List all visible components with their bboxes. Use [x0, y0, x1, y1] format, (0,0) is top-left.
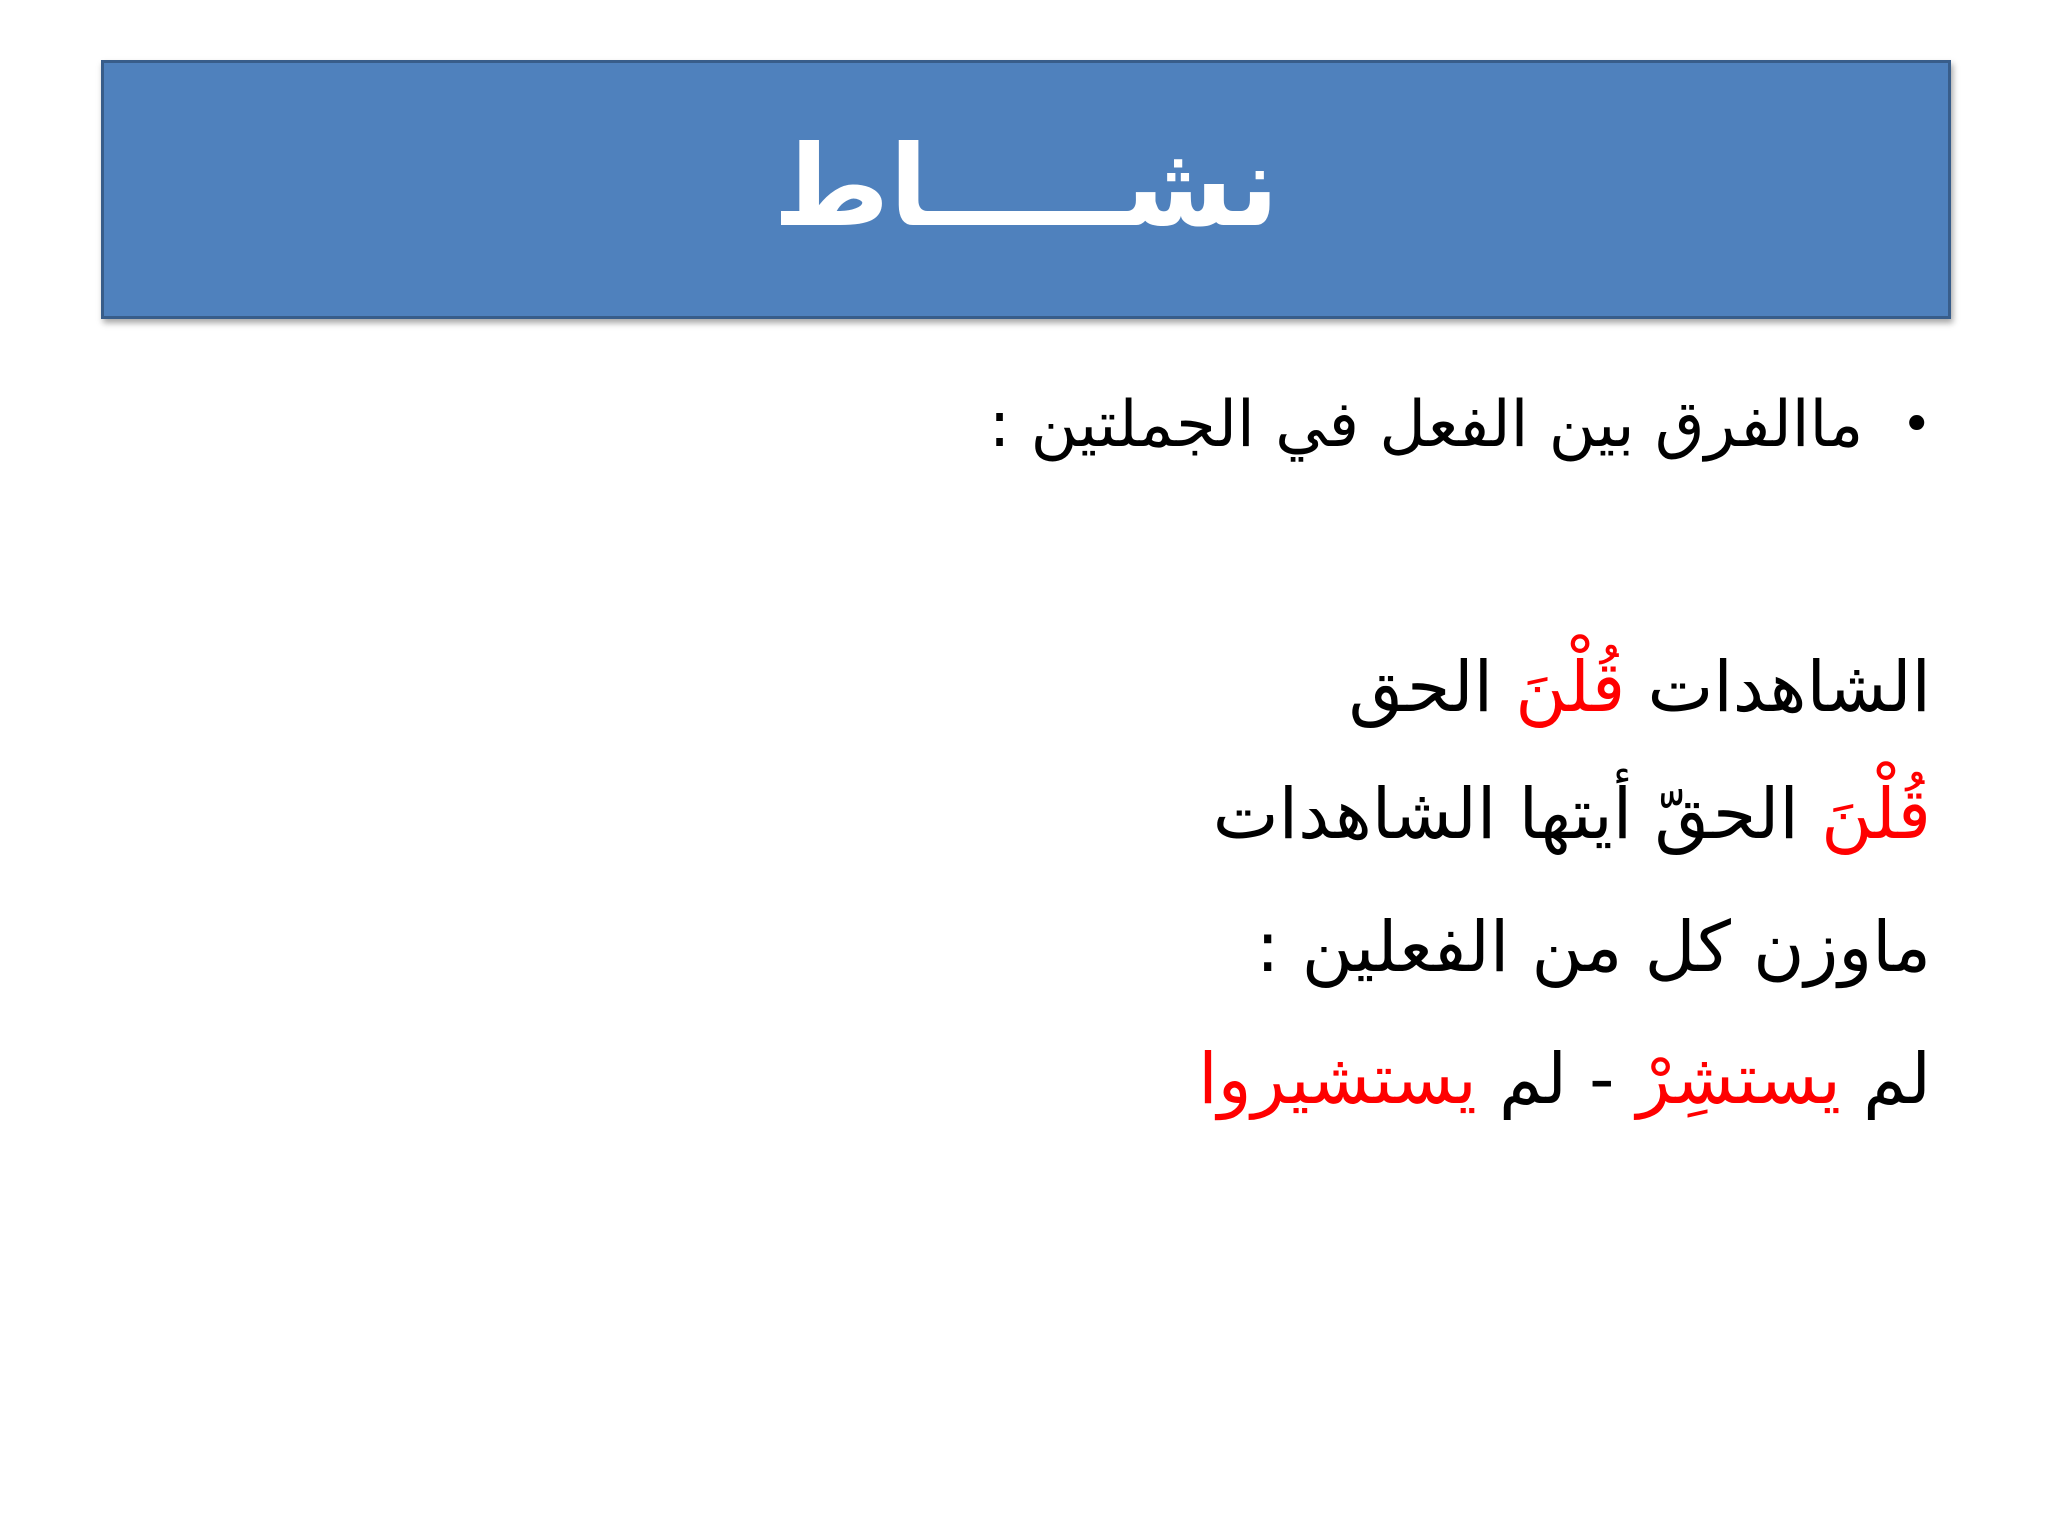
sentence-2-part-2: الحقّ أيتها الشاهدات: [1212, 773, 1822, 855]
verbs-line: [1198, 1037, 1931, 1121]
weigh-question: [1256, 905, 1931, 989]
sentence-1-part-3: الحق: [1348, 646, 1516, 728]
question-bullet: [989, 388, 1932, 462]
slide-title: نشـــــاط: [773, 121, 1279, 252]
verb-yastashiru: يستشيروا: [1198, 1038, 1477, 1120]
sentence-1-verb: قُلْنَ: [1515, 646, 1626, 728]
example-sentence-2: [1213, 772, 1931, 856]
verbs-line-part-1: لم: [1840, 1038, 1931, 1120]
question-text: ماالفرق بين الفعل في الجملتين :: [988, 388, 1864, 462]
verb-yastashir: يستشِرْ: [1636, 1038, 1841, 1120]
sentence-2-verb: قُلْنَ: [1821, 773, 1931, 855]
example-sentence-1: [1349, 645, 1931, 729]
bullet-marker: •: [1901, 395, 1932, 455]
verbs-line-part-3: - لم: [1476, 1038, 1637, 1120]
sentence-1-part-1: الشاهدات: [1625, 646, 1931, 728]
title-banner: [101, 60, 1951, 319]
weigh-question-text: ماوزن كل من الفعلين :: [1255, 906, 1931, 988]
